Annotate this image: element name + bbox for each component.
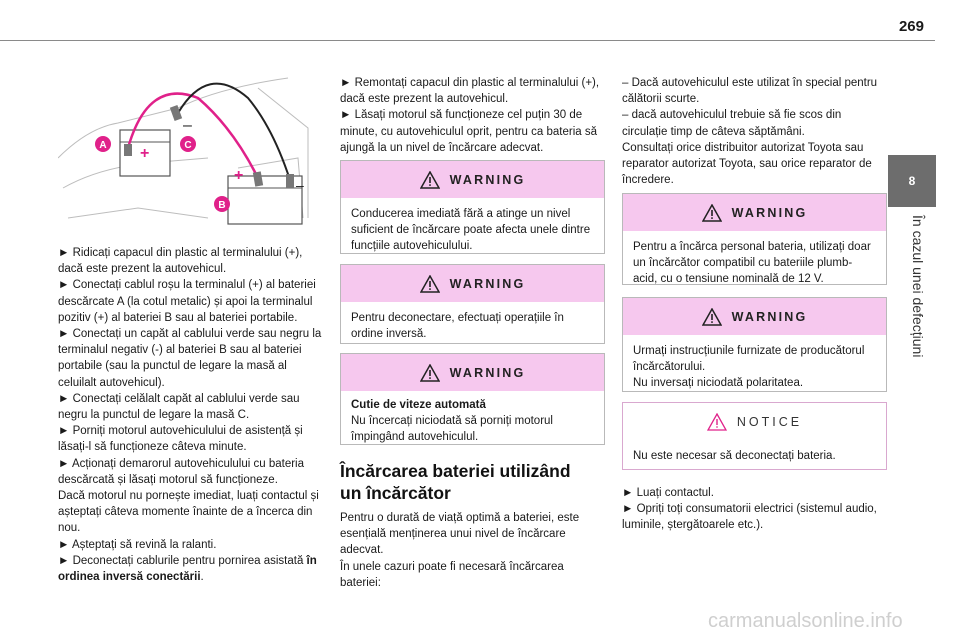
plus-sign-b: + xyxy=(234,167,244,184)
notice-box xyxy=(622,402,887,470)
final-steps: ► Luați contactul. ► Opriți toți consumatorii electrici (sistemul audio, luminile, ștergătoarele etc.). xyxy=(622,487,877,532)
jump-start-illustration xyxy=(58,68,310,228)
warning-label: WARNING xyxy=(449,365,526,380)
warning-text: Conducerea imediată fără a atinge un nivel suficient de încărcare poate afecta unele dintre funcțiile autovehiculului. xyxy=(351,208,591,253)
reinstall-steps: ► Remontați capacul din plastic al terminalului (+), dacă este prezent la autovehicul. ► Lăsați motorul să funcționeze cel puțin 30 de minute, cu autovehiculul oprit, pentru ca bateria să ajungă la un nivel de încărcare adecvat. xyxy=(340,77,600,154)
callout-c-label: C xyxy=(184,140,192,151)
notice-text: Nu este necesar să deconectați bateria. xyxy=(633,450,836,462)
section-heading: Încărcarea bateriei utilizând un încărcător xyxy=(340,461,571,503)
warning-box-charger-compat xyxy=(622,193,887,285)
warning-icon xyxy=(420,364,440,382)
warning-icon xyxy=(420,275,440,293)
notice-label: NOTICE xyxy=(736,414,803,429)
warning-label: WARNING xyxy=(731,205,808,220)
warning-box-polarity xyxy=(622,297,887,392)
warning-title: Cutie de viteze automată xyxy=(351,399,486,411)
warning-box-automatic-gearbox xyxy=(340,353,605,445)
chapter-title: În cazul unei defecțiuni xyxy=(910,215,926,358)
warning-label: WARNING xyxy=(449,172,526,187)
warning-text: Pentru a încărca personal bateria, utilizați doar un încărcător compatibil cu bateriile plumb-acid, cu o tensiune nominală de 12 V. xyxy=(633,241,871,286)
warning-text: Urmați instrucțiunile furnizate de producătorul încărcătorului. Nu inversați niciodată polaritatea. xyxy=(633,345,865,390)
warning-label: WARNING xyxy=(449,276,526,291)
callout-b-label: B xyxy=(218,200,226,211)
header-rule xyxy=(0,40,935,41)
jump-start-steps: ► Ridicați capacul din plastic al terminalului (+), dacă este prezent la autovehicul. ► Conectați cablul roșu la terminalul (+) al bateriei descărcate A (la cotul metalic) și apoi la terminalul pozitiv (+) al bateriei B sau al bateriei portabile. ► Conectați un capăt al cablului verde sau negru la terminalul negativ (-) al bateriei B sau al bateriei portabile (sau la punctul de legare la masă al celuilalt autovehicul). ► Conectați celălalt capăt al cablului verde sau negru la punctul de legare la masă C. ► Porniți motorul autovehiculului de asistență și lăsați-l să funcționeze câteva minute. ► Acționați demarorul autovehiculului cu bateria descărcată și lăsați motorul să funcționeze. Dacă motorul nu pornește imediat, luați contactul și așteptați câteva momente înainte de a încerca din nou. ► Așteptați să revină la ralanti. ► Deconectați cablurile pentru pornirea asistată în ordinea inversă conectării. xyxy=(58,247,322,584)
warning-text: Nu încercați niciodată să porniți motorul împingând autovehiculul. xyxy=(351,415,553,444)
callout-a-label: A xyxy=(99,140,107,151)
chapter-tab[interactable]: 8 xyxy=(888,155,936,207)
notice-icon xyxy=(707,413,727,431)
warning-icon xyxy=(702,308,722,326)
charging-conditions: – Dacă autovehiculul este utilizat în special pentru călătorii scurte. – dacă autovehiculul trebuie să fie scos din circulație timp de câteva săptămâni. Consultați orice distribuitor autorizat Toyota sau reparator autorizat Toyota, sau orice reparator de încredere. xyxy=(622,77,878,187)
minus-sign-a: – xyxy=(183,117,192,134)
minus-sign-b: – xyxy=(296,177,304,193)
watermark: carmanualsonline.info xyxy=(708,610,903,632)
warning-box-charge-level xyxy=(340,160,605,254)
page-number: 269 xyxy=(898,18,924,35)
plus-sign-a: + xyxy=(140,145,150,162)
warning-label: WARNING xyxy=(731,309,808,324)
warning-icon xyxy=(702,204,722,222)
warning-box-disconnect xyxy=(340,264,605,344)
charger-intro: Pentru o durată de viață optimă a bateriei, este esențială menținerea unui nivel de încărcare adecvat. În unele cazuri poate fi necesară încărcarea bateriei: xyxy=(340,512,580,589)
warning-text: Pentru deconectare, efectuați operațiile în ordine inversă. xyxy=(351,312,564,341)
warning-icon xyxy=(420,171,440,189)
